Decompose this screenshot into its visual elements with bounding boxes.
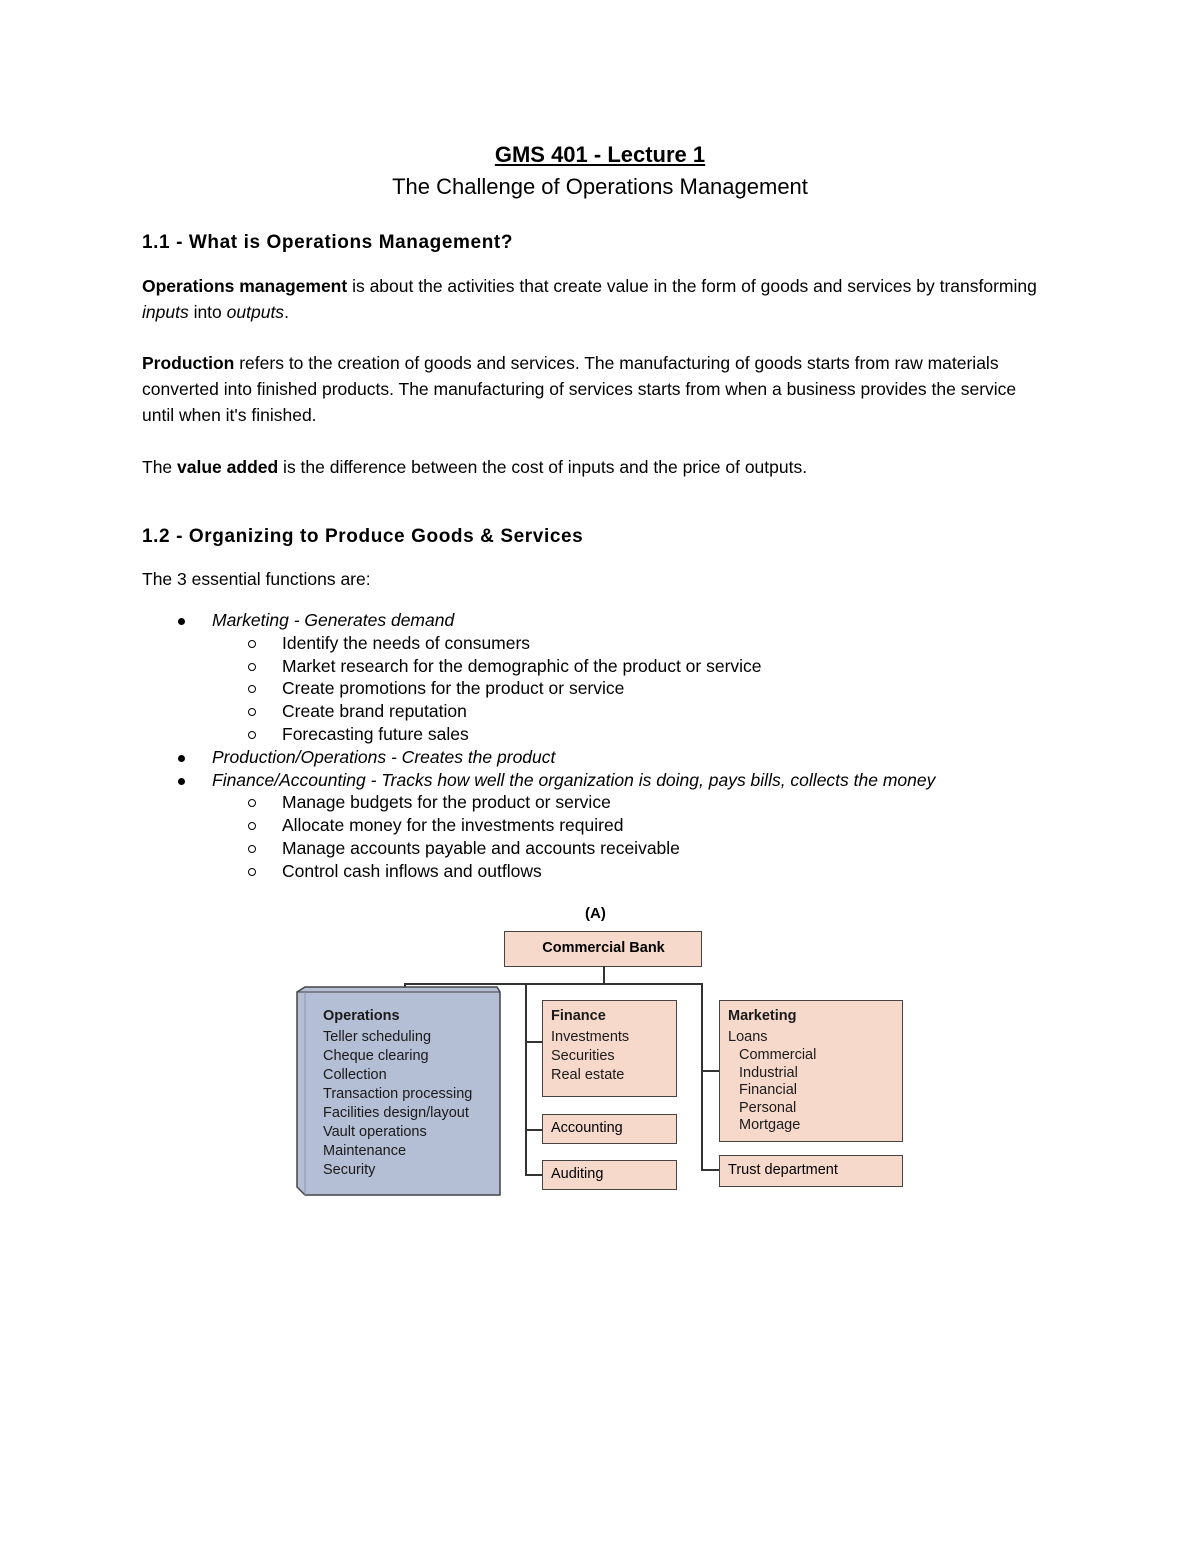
list-item bbox=[142, 746, 1102, 769]
operations-item: Collection bbox=[323, 1067, 387, 1083]
list-item-label: Marketing - Generates demand bbox=[212, 610, 455, 630]
hollow-bullet-icon bbox=[248, 731, 256, 739]
text-span: is about the activities that create value in the form of goods and services by transforming bbox=[347, 276, 1037, 296]
page-title: GMS 401 - Lecture 1 bbox=[494, 142, 706, 167]
loan-type: Financial bbox=[739, 1082, 798, 1098]
list-item-label: Production/Operations - Creates the product bbox=[212, 746, 556, 767]
operations-item: Facilities design/layout bbox=[323, 1105, 469, 1121]
org-node-trust-department-label: Trust department bbox=[728, 1162, 838, 1178]
text-span: The bbox=[142, 457, 178, 477]
sub-list-item bbox=[142, 677, 1102, 700]
org-node-auditing-label: Auditing bbox=[551, 1166, 604, 1182]
bullet-icon bbox=[178, 618, 185, 625]
sub-list-item-label: Forecasting future sales bbox=[282, 723, 469, 744]
term-outputs: outputs bbox=[226, 302, 285, 322]
bullet-icon bbox=[178, 778, 185, 785]
sub-list-item bbox=[142, 860, 1102, 883]
connector-line bbox=[701, 1070, 719, 1072]
connector-line bbox=[603, 966, 605, 983]
connector-line bbox=[525, 1041, 542, 1043]
figure-label: (A) bbox=[585, 905, 606, 922]
text-span: refers to the creation of goods and services. The manufacturing of goods starts from raw materials converted into finished products. The manufacturing of services starts from when a business provides the service until when it's finished. bbox=[142, 353, 1017, 425]
finance-item: Investments bbox=[551, 1029, 630, 1045]
operations-item: Security bbox=[323, 1162, 376, 1178]
sub-list-item bbox=[142, 655, 1102, 678]
hollow-bullet-icon bbox=[248, 845, 256, 853]
paragraph-production bbox=[142, 350, 1042, 428]
sub-list-item-label: Identify the needs of consumers bbox=[282, 632, 531, 653]
functions-list bbox=[142, 609, 1102, 883]
sub-list-item bbox=[142, 700, 1102, 723]
operations-item: Maintenance bbox=[323, 1143, 407, 1159]
operations-item: Transaction processing bbox=[323, 1086, 473, 1102]
bullet-icon bbox=[178, 755, 185, 762]
list-item bbox=[142, 609, 1102, 632]
hollow-bullet-icon bbox=[248, 822, 256, 830]
hollow-bullet-icon bbox=[248, 868, 256, 876]
sub-list-item bbox=[142, 837, 1102, 860]
org-node-marketing-title: Marketing bbox=[728, 1008, 797, 1024]
term-operations-management: Operations management bbox=[142, 276, 348, 296]
term-inputs: inputs bbox=[142, 302, 189, 322]
finance-item: Real estate bbox=[551, 1067, 625, 1083]
operations-item: Cheque clearing bbox=[323, 1048, 429, 1064]
loan-type: Commercial bbox=[739, 1047, 817, 1063]
operations-box-text bbox=[323, 1007, 472, 1180]
list-item-label: Finance/Accounting - Tracks how well the organization is doing, pays bills, collects the money bbox=[212, 769, 936, 790]
sub-list-item-label: Manage accounts payable and accounts receivable bbox=[282, 837, 680, 858]
org-node-accounting-label: Accounting bbox=[551, 1120, 623, 1136]
org-node-operations-title: Operations bbox=[323, 1008, 400, 1024]
section-2-heading: 1.2 - Organizing to Produce Goods & Services bbox=[142, 526, 584, 547]
sub-list-item bbox=[142, 632, 1102, 655]
connector-line bbox=[701, 1169, 719, 1171]
text-span: is the difference between the cost of inputs and the price of outputs. bbox=[278, 457, 808, 477]
connector-line bbox=[404, 983, 702, 985]
text-span: into bbox=[188, 302, 227, 322]
sub-list-item-label: Create brand reputation bbox=[282, 701, 467, 722]
loan-types bbox=[728, 1047, 816, 1135]
connector-line bbox=[525, 1174, 542, 1176]
operations-item: Teller scheduling bbox=[323, 1029, 432, 1045]
sub-list-item bbox=[142, 814, 1102, 837]
hollow-bullet-icon bbox=[248, 685, 256, 693]
sub-list-item-label: Control cash inflows and outflows bbox=[282, 860, 542, 881]
list-item bbox=[142, 769, 1102, 792]
loan-type: Industrial bbox=[739, 1064, 798, 1081]
marketing-loans: Loans bbox=[728, 1029, 768, 1045]
loan-type: Mortgage bbox=[739, 1117, 801, 1133]
term-value-added: value added bbox=[177, 457, 279, 477]
finance-item: Securities bbox=[551, 1048, 615, 1064]
hollow-bullet-icon bbox=[248, 799, 256, 807]
hollow-bullet-icon bbox=[248, 640, 256, 648]
sub-list-item-label: Create promotions for the product or service bbox=[282, 678, 625, 699]
finance-box-text bbox=[551, 1007, 629, 1085]
paragraph-operations-management bbox=[142, 273, 1042, 325]
connector-line bbox=[525, 1129, 542, 1131]
connector-line bbox=[525, 983, 527, 1175]
sub-list-item-label: Manage budgets for the product or service bbox=[282, 792, 611, 813]
loan-type: Personal bbox=[739, 1099, 797, 1116]
paragraph-value-added bbox=[142, 454, 1042, 480]
sub-list-item bbox=[142, 791, 1102, 814]
marketing-box-text bbox=[728, 1007, 816, 1135]
hollow-bullet-icon bbox=[248, 663, 256, 671]
functions-intro: The 3 essential functions are: bbox=[142, 569, 371, 589]
term-production: Production bbox=[142, 353, 235, 373]
org-node-commercial-bank-label: Commercial Bank bbox=[542, 940, 665, 956]
sub-list-item-label: Market research for the demographic of the product or service bbox=[282, 655, 762, 676]
sub-list-item bbox=[142, 723, 1102, 746]
operations-item: Vault operations bbox=[323, 1124, 427, 1140]
section-1-heading: 1.1 - What is Operations Management? bbox=[142, 232, 514, 253]
org-chart-figure bbox=[295, 900, 907, 1200]
connector-line bbox=[701, 983, 703, 1170]
hollow-bullet-icon bbox=[248, 708, 256, 716]
page-subtitle: The Challenge of Operations Management bbox=[392, 174, 808, 199]
org-node-finance-title: Finance bbox=[551, 1008, 606, 1024]
text-span: . bbox=[284, 302, 289, 322]
sub-list-item-label: Allocate money for the investments required bbox=[282, 815, 624, 836]
